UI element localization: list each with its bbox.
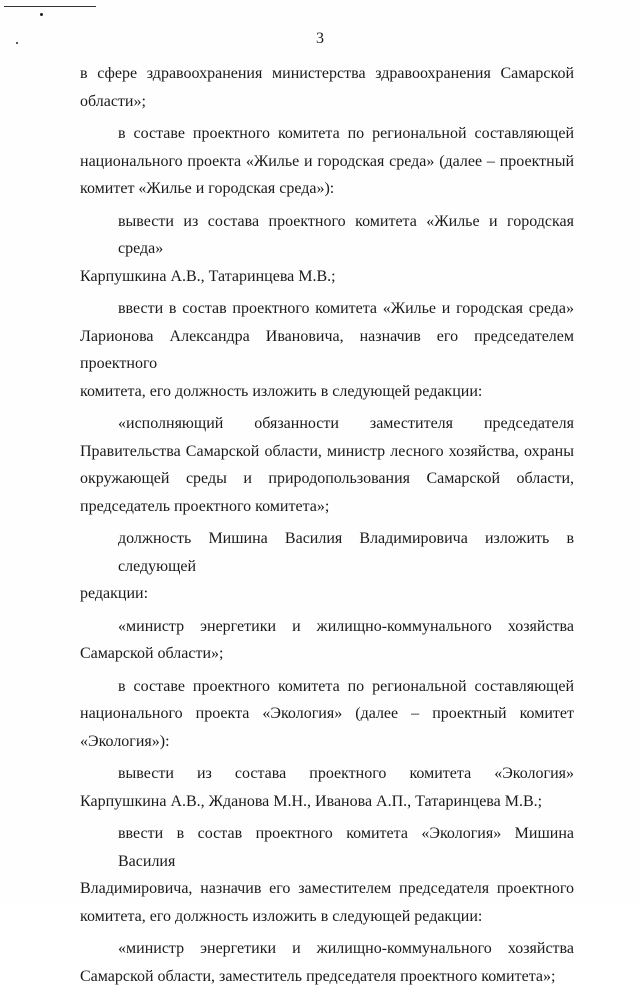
paragraph — [80, 613, 574, 668]
paragraph-line: Карпушкина А.В., Жданова М.Н., Иванова А.П., Татаринцева М.В.; — [80, 792, 543, 810]
paragraph — [80, 525, 574, 608]
paragraph-line: «Экология»): — [80, 732, 170, 750]
paragraph-line: Карпушкина А.В., Татаринцева М.В.; — [80, 267, 336, 285]
paragraph — [80, 760, 574, 815]
paragraph-line: Ларионова Александра Ивановича, назначив его председателем проектного — [80, 327, 574, 372]
paragraph-line: в составе проектного комитета по региональной составляющей — [118, 677, 574, 695]
paragraph-line: национального проекта «Экология» (далее – проектный комитет — [80, 705, 574, 722]
paragraph-line: области»; — [80, 92, 146, 110]
paragraph-line: ввести в состав проектного комитета «Экология» Мишина Василия — [118, 825, 574, 870]
paragraph-line: комитета, его должность изложить в следующей редакции: — [80, 382, 483, 400]
scan-dot — [40, 13, 43, 16]
header-rule — [4, 6, 96, 7]
paragraph — [80, 673, 574, 756]
paragraph-line: редакции: — [80, 585, 149, 602]
paragraph-line: Владимировича, назначив его заместителем председателя проектного — [80, 880, 574, 897]
paragraph — [80, 120, 574, 203]
paragraph-line: Самарской области»; — [80, 645, 224, 662]
paragraph-line: в составе проектного комитета по региональной составляющей — [118, 125, 574, 142]
paragraph-line: комитет «Жилье и городская среда»): — [80, 180, 335, 197]
paragraph-line: в сфере здравоохранения министерства здравоохранения Самарской — [80, 65, 574, 82]
paragraph-line: вывести из состава проектного комитета «Экология» — [118, 765, 574, 782]
paragraph-line: окружающей среды и природопользования Самарской области, — [80, 470, 574, 487]
paragraph-line: «министр энергетики и жилищно-коммунального хозяйства — [118, 940, 574, 957]
paragraph — [80, 935, 574, 990]
paragraph-line: национального проекта «Жилье и городская среда» (далее – проектный — [80, 152, 574, 170]
paragraph — [80, 60, 574, 115]
paragraph-line: «исполняющий обязанности заместителя председателя — [118, 415, 574, 432]
paragraph — [80, 410, 574, 520]
paragraph-line: «министр энергетики и жилищно-коммунального хозяйства — [118, 617, 574, 635]
document-body — [80, 60, 574, 995]
paragraph-line: ввести в состав проектного комитета «Жилье и городская среда» — [118, 300, 574, 317]
paragraph-line: Самарской области, заместитель председателя проектного комитета»; — [80, 967, 556, 985]
paragraph-line: председатель проектного комитета»; — [80, 497, 330, 515]
paragraph — [80, 295, 574, 405]
paragraph-line: Правительства Самарской области, министр лесного хозяйства, охраны — [80, 442, 574, 460]
page-number: 3 — [316, 30, 324, 47]
paragraph-line: вывести из состава проектного комитета «Жилье и городская среда» — [118, 212, 574, 257]
paragraph-line: комитета, его должность изложить в следующей редакции: — [80, 907, 483, 925]
paragraph — [80, 820, 574, 930]
paragraph — [80, 208, 574, 291]
paragraph-line: должность Мишина Василия Владимировича изложить в следующей — [118, 530, 574, 575]
